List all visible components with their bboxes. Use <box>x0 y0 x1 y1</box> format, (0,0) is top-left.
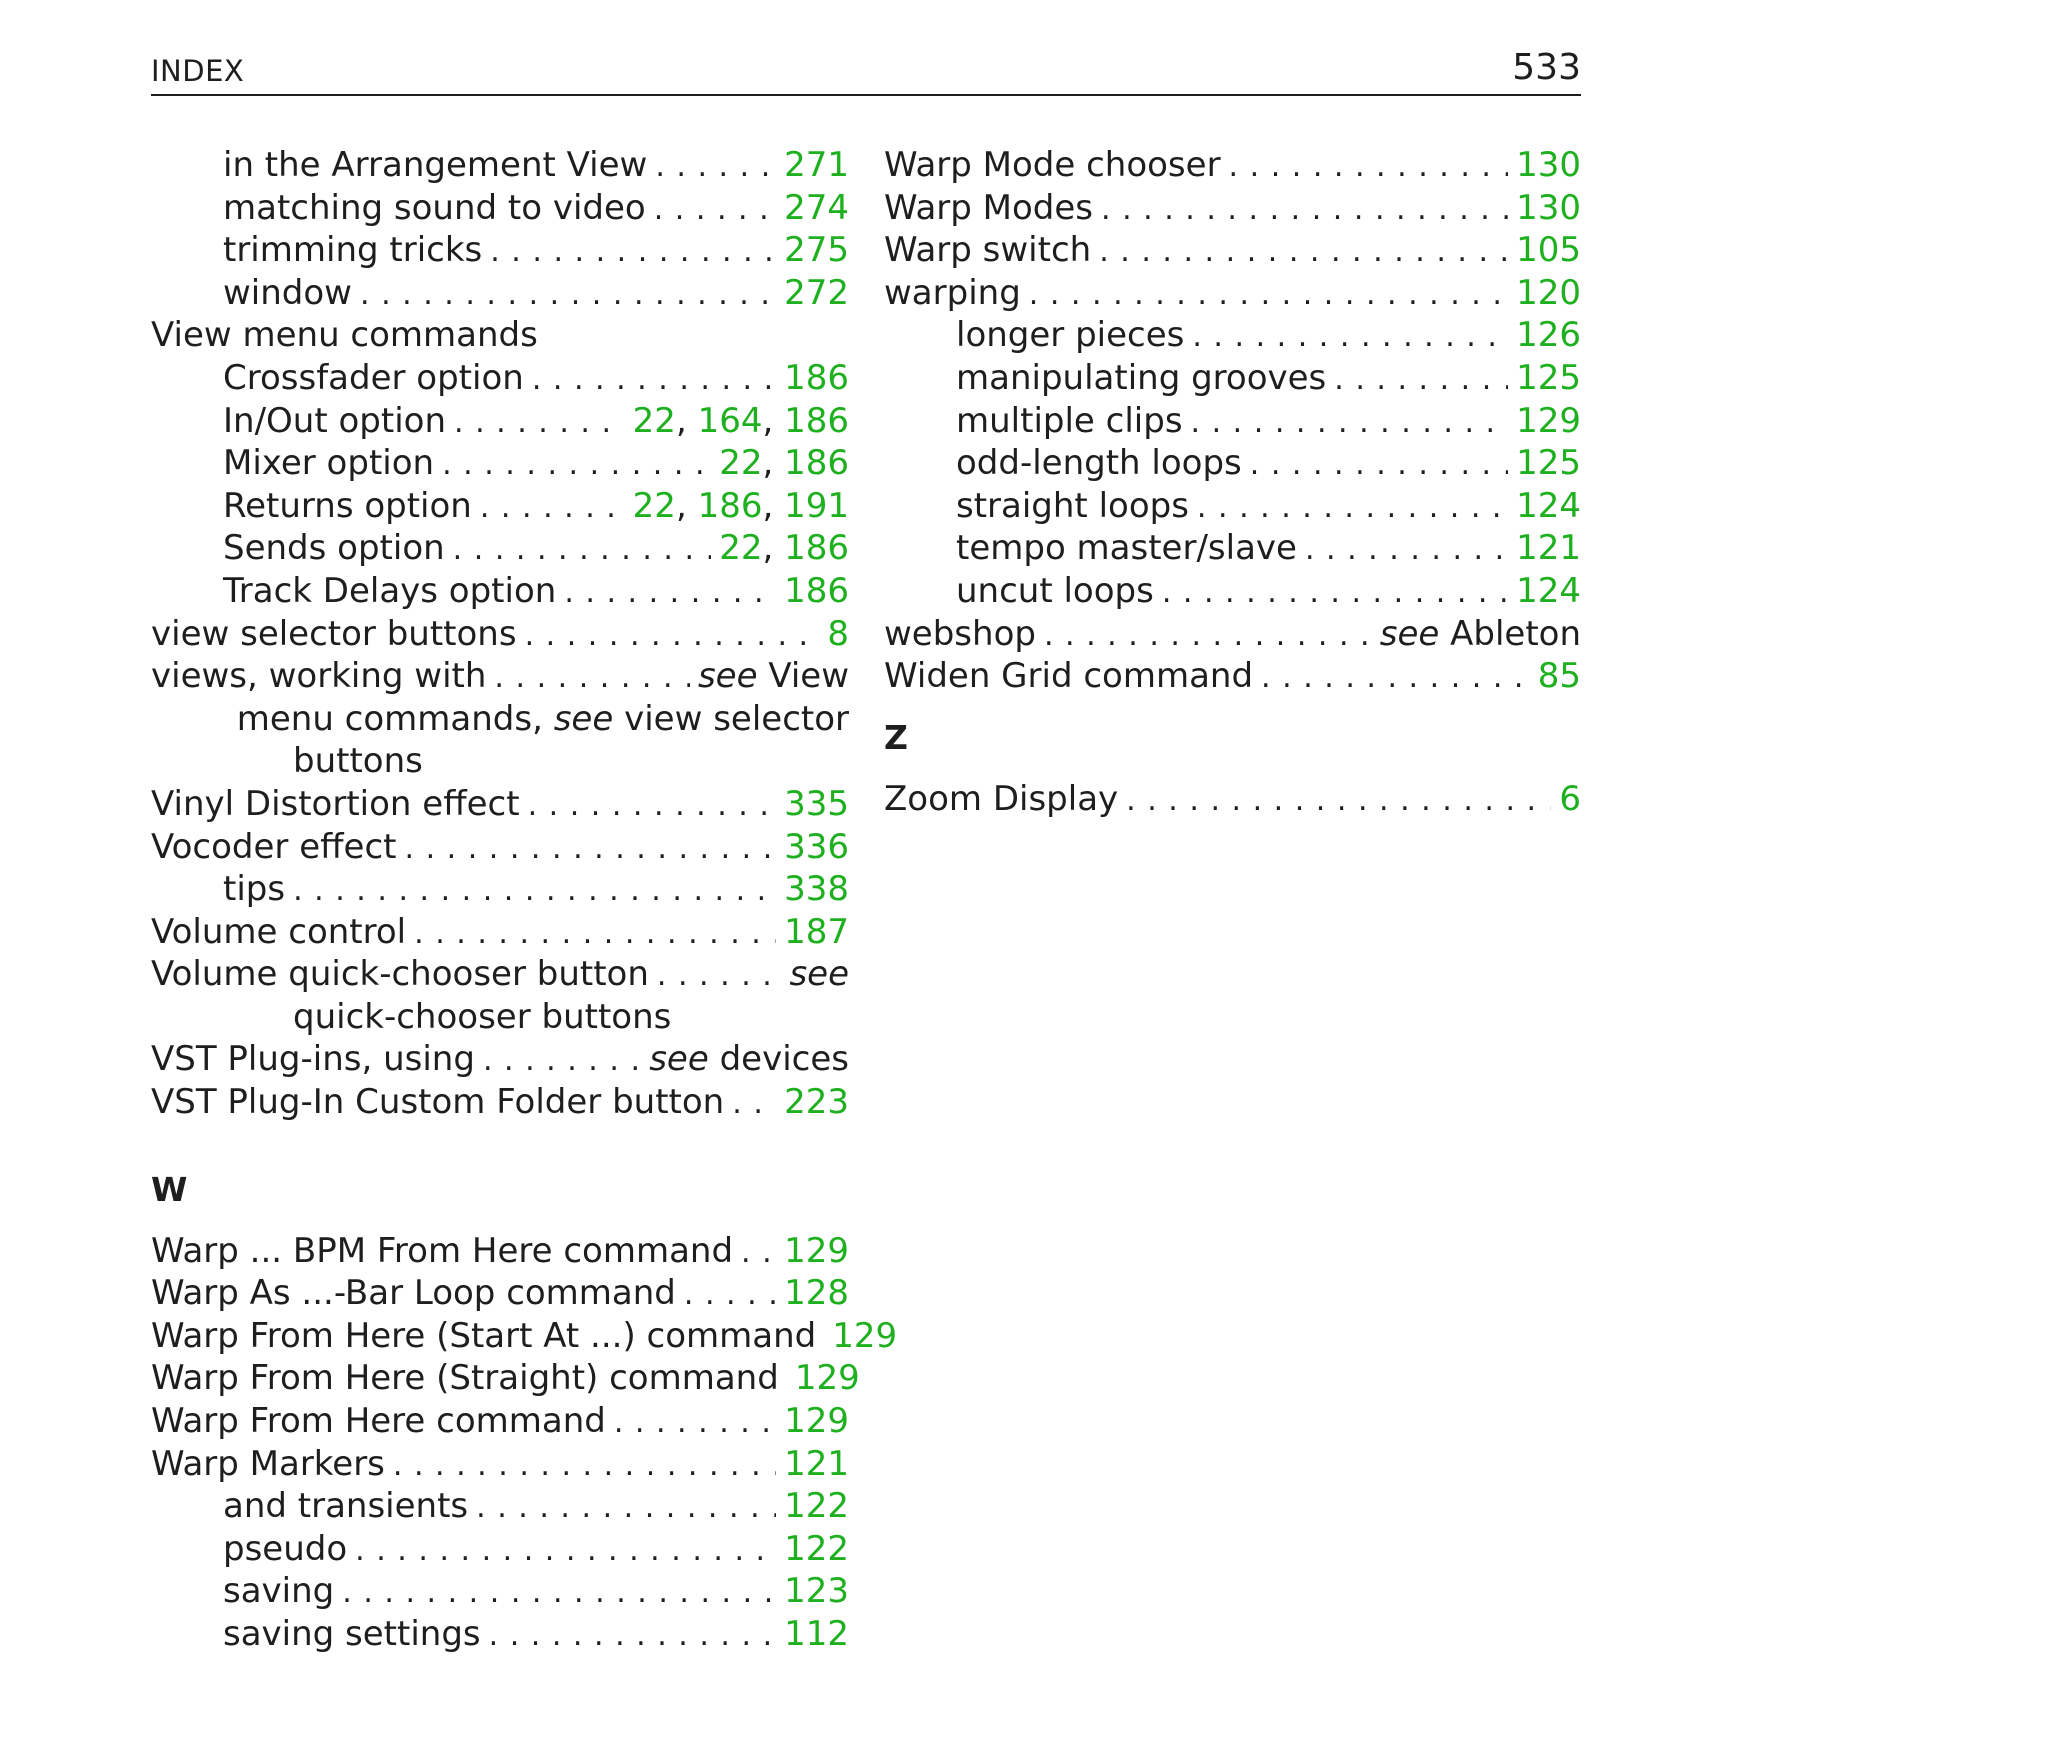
entry-term: trimming tricks <box>223 230 483 271</box>
page-link[interactable]: 338 <box>784 869 849 910</box>
entry-term: Warp As ...-Bar Loop command <box>151 1273 676 1314</box>
entry-term: pseudo <box>223 1528 348 1569</box>
leader-dots <box>393 1445 776 1488</box>
index-entry <box>884 655 1581 698</box>
index-entry <box>151 357 849 400</box>
entry-term: view selector buttons <box>151 613 517 654</box>
entry-term: matching sound to video <box>223 187 646 228</box>
index-entry <box>884 442 1581 485</box>
entry-term: multiple clips <box>956 400 1183 441</box>
page-link[interactable]: 128 <box>784 1273 849 1314</box>
index-entry <box>151 272 849 315</box>
leader-dots <box>453 529 712 572</box>
entry-continuation: buttons <box>293 741 423 782</box>
leader-dots <box>490 231 776 274</box>
leader-dots <box>454 402 625 445</box>
page-link[interactable]: 85 <box>1537 656 1581 697</box>
leader-dots <box>494 657 690 700</box>
entry-term: Returns option <box>223 485 472 526</box>
leader-dots <box>1191 402 1509 445</box>
index-entry <box>151 1570 849 1613</box>
index-entry <box>151 655 849 698</box>
entry-term: Warp Markers <box>151 1443 385 1484</box>
entry-continuation <box>151 698 849 741</box>
page-link[interactable]: 125 <box>1516 443 1581 484</box>
page-link[interactable]: 186 <box>697 485 763 526</box>
page-link[interactable]: 129 <box>832 1315 898 1356</box>
see-label: see <box>789 954 849 995</box>
leader-dots <box>1305 529 1508 572</box>
leader-dots <box>1192 316 1508 359</box>
page-link[interactable]: 122 <box>784 1486 849 1527</box>
index-entry <box>151 868 849 911</box>
entry-term: uncut loops <box>956 570 1154 611</box>
page-link[interactable]: 8 <box>827 613 849 654</box>
page-link[interactable]: 123 <box>784 1571 849 1612</box>
entry-term: longer pieces <box>956 315 1185 356</box>
see-label: see <box>697 656 758 697</box>
index-entry: Returns option . . . 22, 186, 191 <box>151 485 849 528</box>
index-column-left <box>151 144 898 1656</box>
see-label: see <box>649 1039 709 1080</box>
leader-dots <box>480 487 625 530</box>
index-entry <box>151 144 849 187</box>
page-link[interactable]: 129 <box>794 1358 860 1399</box>
index-entry <box>151 187 849 230</box>
entry-term: Vocoder effect <box>151 826 397 867</box>
index-entry <box>884 272 1581 315</box>
entry-term: saving settings <box>223 1614 481 1654</box>
page-link[interactable]: 336 <box>784 826 849 867</box>
page-link[interactable]: 186 <box>784 443 849 484</box>
index-entry <box>151 1443 849 1486</box>
index-entry <box>884 613 1581 656</box>
page-link[interactable]: 105 <box>1516 230 1581 271</box>
index-entry <box>884 314 1581 357</box>
leader-dots <box>525 615 820 658</box>
page-link[interactable]: 126 <box>1516 315 1581 356</box>
index-entry <box>151 826 849 869</box>
page-link[interactable]: 187 <box>784 911 849 952</box>
leader-dots <box>564 572 776 615</box>
page-link[interactable]: 129 <box>784 1230 849 1271</box>
leader-dots <box>405 828 777 871</box>
entry-term: Track Delays option <box>223 570 557 611</box>
leader-dots <box>360 274 776 317</box>
page-link[interactable]: 129 <box>1516 400 1581 441</box>
index-entry <box>884 485 1581 528</box>
index-entry <box>151 1528 849 1571</box>
index-entry <box>151 1315 898 1358</box>
page-link[interactable]: 129 <box>784 1401 849 1442</box>
entry-term: tempo master/slave <box>956 528 1297 569</box>
page-link[interactable]: 121 <box>1516 528 1581 569</box>
index-entry <box>151 1357 860 1400</box>
index-entry <box>151 1400 849 1443</box>
entry-term: Warp From Here command <box>151 1401 606 1442</box>
entry-term: Warp Mode chooser <box>884 145 1221 185</box>
index-entry <box>884 187 1581 230</box>
see-label: see <box>553 698 614 739</box>
page-link[interactable]: 164 <box>697 400 763 441</box>
entry-term: Warp ... BPM From Here command <box>151 1230 734 1271</box>
leader-dots <box>1250 444 1508 487</box>
index-entry: Sends option . . . 22, 186 <box>151 527 849 570</box>
entry-term: Volume control <box>151 911 407 952</box>
leader-dots <box>476 1487 776 1530</box>
leader-dots <box>293 870 776 913</box>
entry-term: Widen Grid command <box>884 656 1254 697</box>
page-link[interactable]: 130 <box>1516 187 1581 228</box>
page-link[interactable]: 274 <box>784 187 849 228</box>
section-letter-w: W <box>151 1169 188 1209</box>
see-label: see <box>1379 613 1440 654</box>
index-entry <box>151 1230 849 1273</box>
entry-term: webshop <box>884 613 1036 654</box>
page-link[interactable]: 186 <box>784 400 849 441</box>
page-link[interactable]: 186 <box>784 357 849 398</box>
index-entry <box>151 1081 849 1124</box>
leader-dots <box>528 785 777 828</box>
entry-term: Warp Modes <box>884 187 1093 228</box>
entry-term: Warp From Here (Start At ...) command <box>151 1315 817 1356</box>
page-link[interactable]: 130 <box>1516 145 1581 185</box>
index-entry <box>151 229 849 272</box>
leader-dots <box>355 1530 776 1573</box>
leader-dots <box>1099 231 1508 274</box>
leader-dots <box>657 955 782 998</box>
entry-continuation: quick-chooser buttons <box>293 996 672 1037</box>
index-entry <box>151 783 849 826</box>
index-entry <box>151 613 849 656</box>
entry-term: odd-length loops <box>956 443 1242 484</box>
page-link[interactable]: 124 <box>1516 485 1581 526</box>
page-link[interactable]: 124 <box>1516 570 1581 611</box>
page-link[interactable]: 125 <box>1516 357 1581 398</box>
cross-reference: View <box>768 656 849 697</box>
leader-dots <box>1261 657 1530 700</box>
entry-term: VST Plug-In Custom Folder button <box>151 1082 725 1123</box>
page-link[interactable]: 191 <box>784 485 849 526</box>
index-entry <box>884 570 1581 613</box>
index-entry <box>884 229 1581 272</box>
index-entry <box>884 778 1581 821</box>
leader-dots <box>684 1274 776 1317</box>
leader-dots <box>732 1083 776 1126</box>
entry-term: in the Arrangement View <box>223 145 648 185</box>
page-link[interactable]: 112 <box>784 1614 849 1654</box>
entry-term: Crossfader option <box>223 357 524 398</box>
page-link[interactable]: 22 <box>719 443 763 484</box>
page-link[interactable]: 22 <box>632 400 676 441</box>
leader-dots <box>614 1402 776 1445</box>
page-link[interactable]: 272 <box>784 272 849 313</box>
entry-term: Sends option <box>223 528 445 569</box>
index-entry <box>151 911 849 954</box>
index-entry <box>884 357 1581 400</box>
index-entry <box>884 527 1581 570</box>
section-letter-z: Z <box>884 717 908 757</box>
leader-dots <box>1229 146 1509 189</box>
section-title: INDEX <box>151 54 245 88</box>
entry-term: Volume quick-chooser button <box>151 954 649 995</box>
leader-dots <box>1044 615 1372 658</box>
entry-term: warping <box>884 272 1021 313</box>
entry-term: Warp From Here (Straight) command <box>151 1358 779 1399</box>
page-link[interactable]: 271 <box>784 145 849 185</box>
leader-dots <box>1162 572 1508 615</box>
index-entry <box>151 1272 849 1315</box>
entry-term: Zoom Display <box>884 778 1119 819</box>
entry-term: VST Plug-ins, using <box>151 1039 475 1080</box>
page-link[interactable]: 6 <box>1559 778 1581 819</box>
page-link[interactable]: 275 <box>784 230 849 271</box>
entry-term: and transients <box>223 1486 469 1527</box>
page-link[interactable]: 22 <box>632 485 676 526</box>
cross-reference: view selector <box>624 698 849 739</box>
index-entry <box>151 1485 849 1528</box>
page-link[interactable]: 121 <box>784 1443 849 1484</box>
cross-reference: devices <box>719 1039 849 1080</box>
leader-dots <box>1197 487 1508 530</box>
leader-dots <box>1334 359 1508 402</box>
page-link[interactable]: 22 <box>719 528 763 569</box>
index-entry: In/Out option . . . 22, 164, 186 <box>151 400 849 443</box>
index-column-right <box>884 144 1581 820</box>
index-entry <box>151 953 849 996</box>
entry-term: tips <box>223 869 286 910</box>
leader-dots <box>489 1615 776 1658</box>
index-entry-heading: View menu commands <box>151 315 538 356</box>
leader-dots <box>342 1572 776 1615</box>
cross-reference: Ableton <box>1450 613 1581 654</box>
entry-term: views, working with <box>151 656 487 697</box>
leader-dots <box>442 444 711 487</box>
page-link[interactable]: 186 <box>784 570 849 611</box>
index-entry <box>151 1038 849 1081</box>
leader-dots <box>414 913 776 956</box>
entry-term: saving <box>223 1571 335 1612</box>
leader-dots <box>655 146 776 189</box>
leader-dots <box>532 359 776 402</box>
entry-term: In/Out option <box>223 400 446 441</box>
cross-reference: menu commands, <box>236 698 543 739</box>
leader-dots <box>741 1232 776 1275</box>
entry-term: window <box>223 272 352 313</box>
leader-dots <box>654 189 776 232</box>
entry-term: manipulating grooves <box>956 357 1327 398</box>
entry-term: Mixer option <box>223 443 435 484</box>
page-link[interactable]: 223 <box>784 1082 849 1123</box>
entry-term: Vinyl Distortion effect <box>151 783 520 824</box>
index-entry <box>151 1613 849 1656</box>
index-entry <box>884 144 1581 187</box>
page-link[interactable]: 335 <box>784 783 849 824</box>
leader-dots <box>1101 189 1508 232</box>
index-entry <box>884 400 1581 443</box>
page-link[interactable]: 186 <box>784 528 849 569</box>
index-entry <box>151 570 849 613</box>
entry-term: straight loops <box>956 485 1189 526</box>
page-number: 533 <box>1512 47 1581 88</box>
page-link[interactable]: 122 <box>784 1528 849 1569</box>
leader-dots <box>1126 780 1551 823</box>
page-header <box>151 46 1581 96</box>
entry-term: Warp switch <box>884 230 1092 271</box>
index-entry: Mixer option . . . 22, 186 <box>151 442 849 485</box>
leader-dots <box>483 1040 641 1083</box>
page-link[interactable]: 120 <box>1516 272 1581 313</box>
leader-dots <box>1029 274 1508 317</box>
